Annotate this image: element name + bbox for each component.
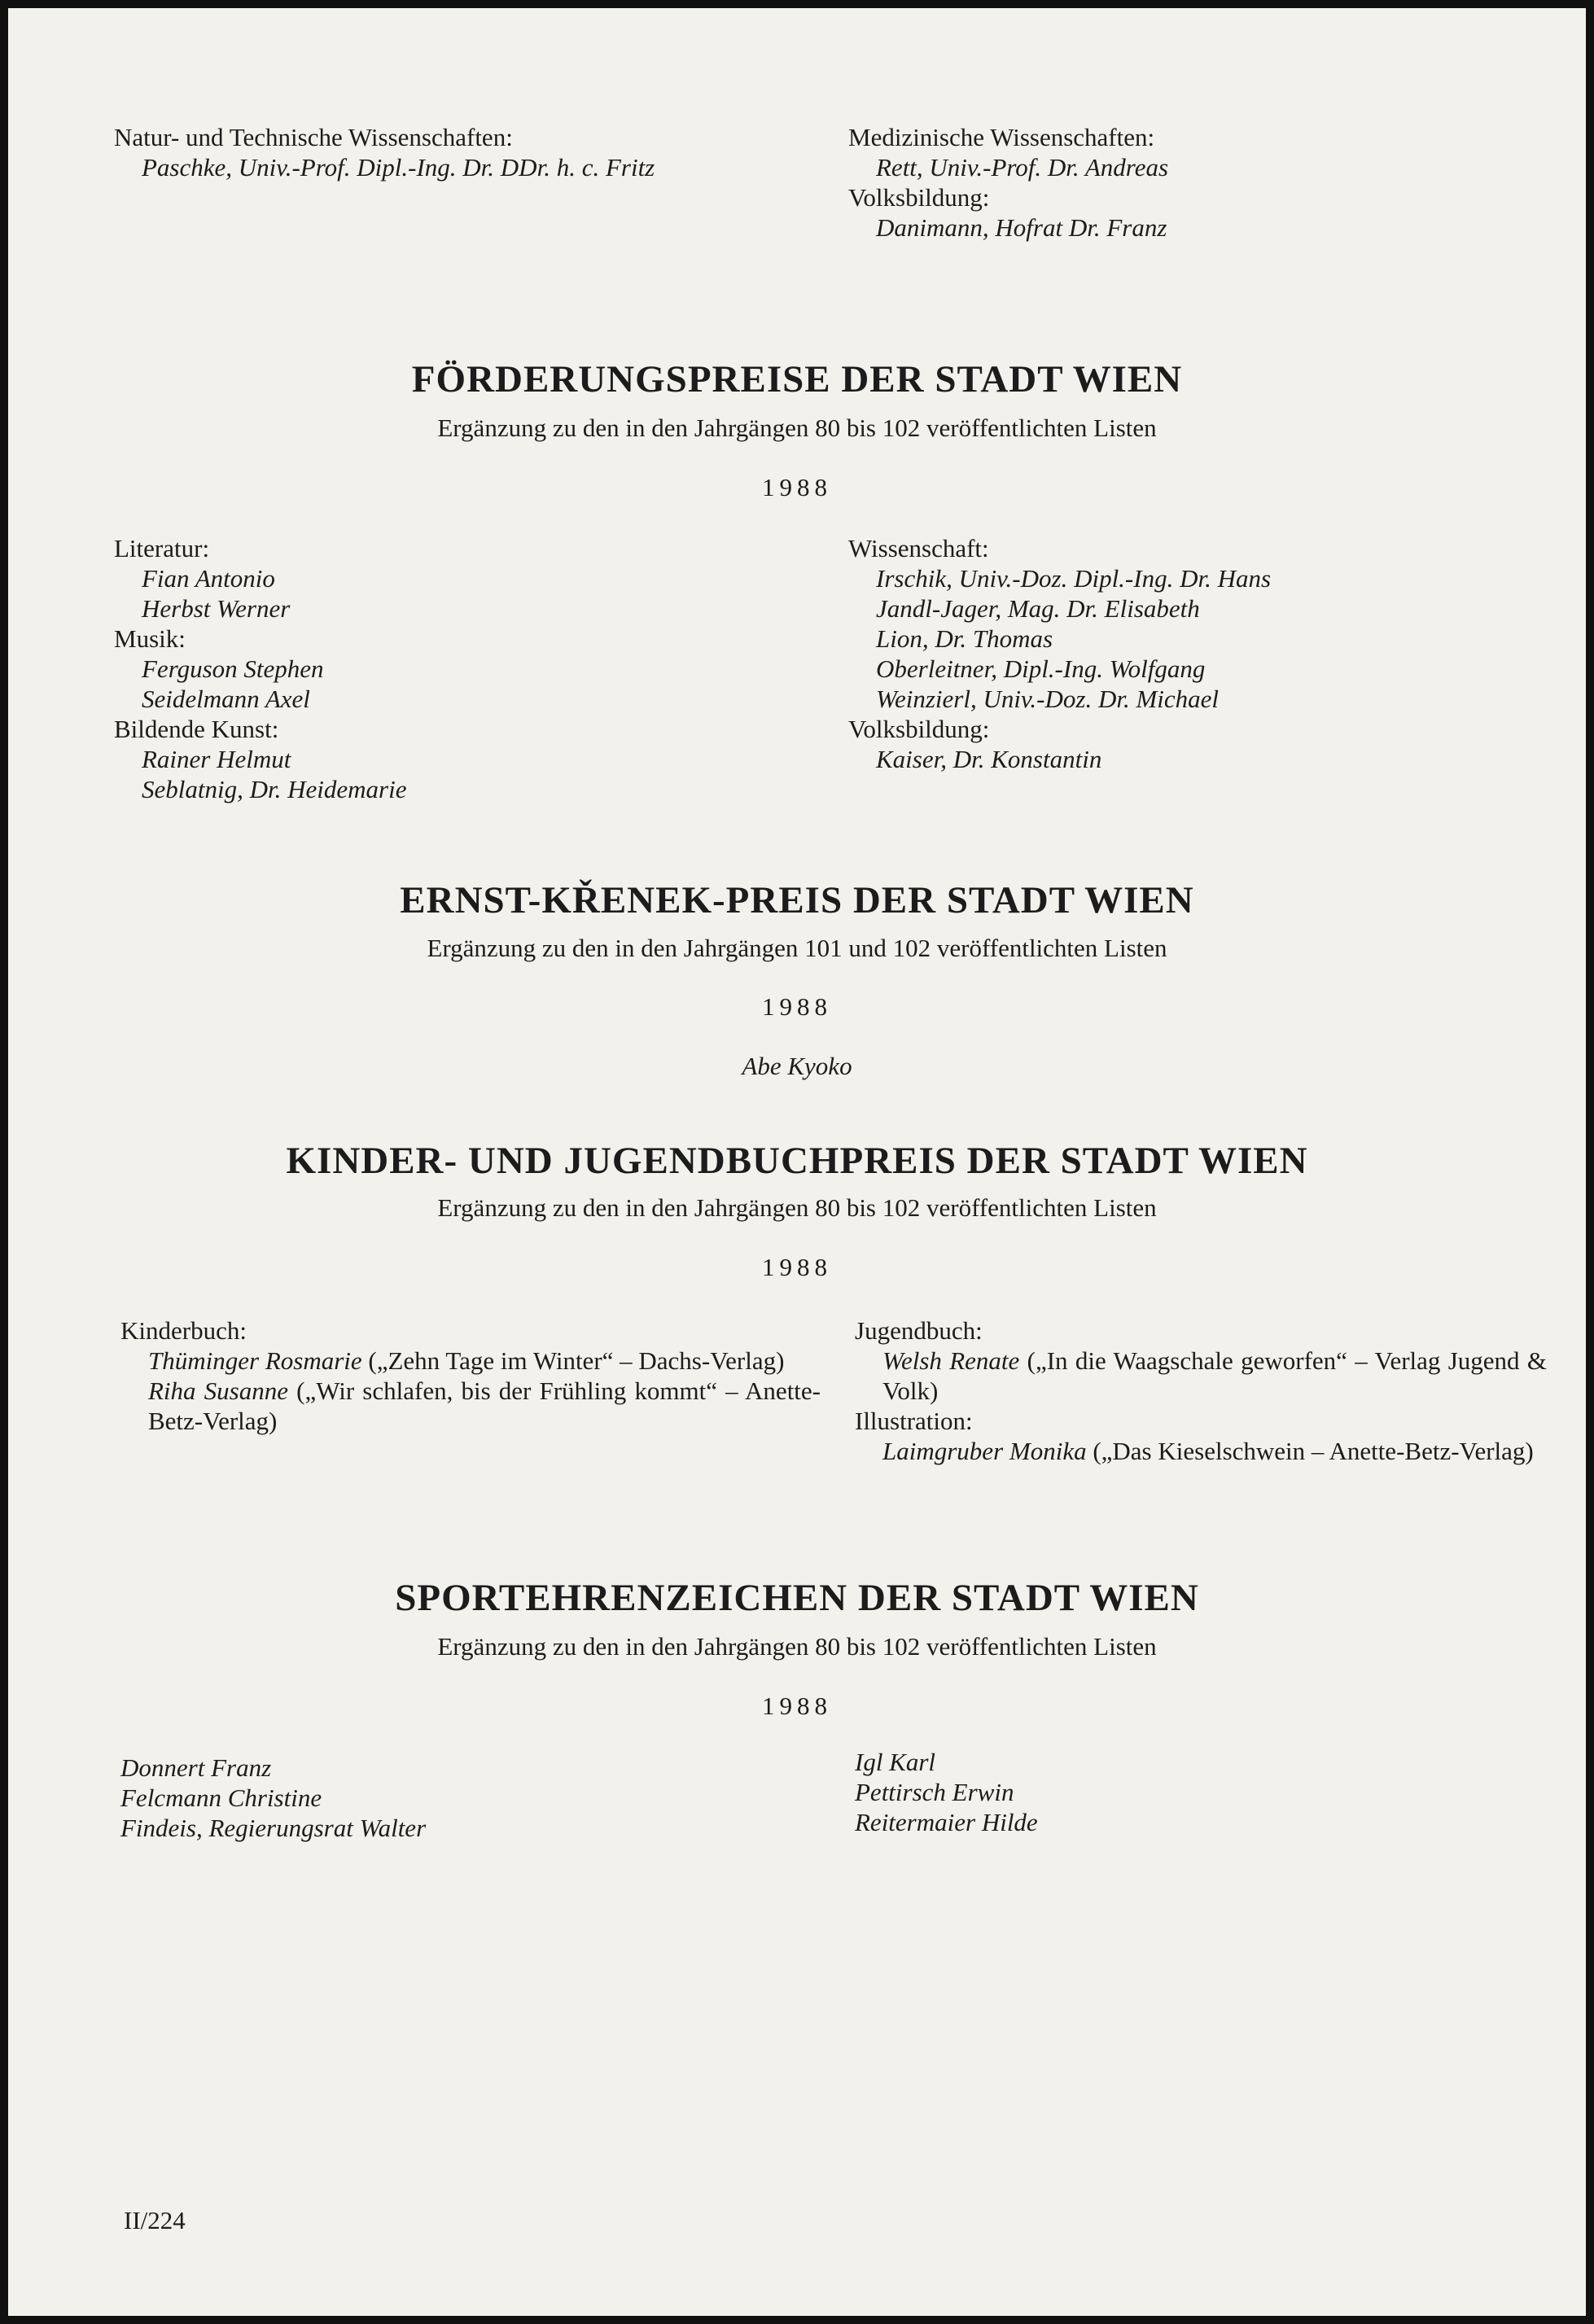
sport-right-column bbox=[855, 1747, 1522, 1837]
kinderbuch-column bbox=[120, 1315, 821, 1436]
sport-left-column bbox=[120, 1753, 788, 1843]
section-subtitle: Ergänzung zu den in den Jahrgängen 101 und 102 veröffentlichten Listen bbox=[427, 934, 1167, 962]
category-label: Jugendbuch: bbox=[855, 1316, 983, 1345]
natur-technik-block bbox=[114, 122, 782, 182]
category-label: Volksbildung: bbox=[848, 183, 990, 212]
awardee-name: Jandl-Jager, Mag. Dr. Elisabeth bbox=[876, 594, 1200, 623]
category-label: Literatur: bbox=[114, 534, 210, 562]
category-label: Kinderbuch: bbox=[120, 1316, 247, 1345]
awardee-name: Fian Antonio bbox=[142, 564, 275, 593]
category-label: Wissenschaft: bbox=[848, 534, 989, 562]
awardee-name: Donnert Franz bbox=[120, 1753, 272, 1782]
awardee-name: Ferguson Stephen bbox=[142, 654, 324, 683]
awardee-name: Rainer Helmut bbox=[142, 745, 291, 773]
section-title-jugendbuchpreis: KINDER- UND JUGENDBUCHPREIS DER STADT WIEN bbox=[286, 1140, 1308, 1182]
category-label: Musik: bbox=[114, 624, 186, 653]
awardee-name: Paschke, Univ.-Prof. Dipl.-Ing. Dr. DDr. h. c. Fritz bbox=[142, 153, 655, 182]
section-title-foerderungspreise: FÖRDERUNGSPREISE DER STADT WIEN bbox=[411, 358, 1183, 400]
work-title: („Das Kieselschwein – Anette-Betz-Verlag) bbox=[1086, 1437, 1534, 1465]
awardee-name: Kaiser, Dr. Konstantin bbox=[876, 745, 1102, 773]
work-title: („Zehn Tage im Winter“ – Dachs-Verlag) bbox=[361, 1346, 785, 1375]
category-label: Illustration: bbox=[855, 1407, 973, 1435]
awardee-name: Lion, Dr. Thomas bbox=[876, 624, 1053, 653]
section-title-sportehrenzeichen: SPORTEHRENZEICHEN DER STADT WIEN bbox=[395, 1577, 1199, 1619]
awardee-name: Danimann, Hofrat Dr. Franz bbox=[876, 213, 1167, 242]
awardee-name: Abe Kyoko bbox=[742, 1052, 852, 1080]
awardee-name: Pettirsch Erwin bbox=[855, 1778, 1014, 1806]
awardee-name: Welsh Renate bbox=[882, 1346, 1020, 1375]
awardee-name: Igl Karl bbox=[855, 1748, 936, 1776]
medizin-volksbildung-block bbox=[848, 122, 1548, 243]
awardee-name: Weinzierl, Univ.-Doz. Dr. Michael bbox=[876, 685, 1220, 713]
jugendbuch-column bbox=[855, 1315, 1547, 1466]
awardee-name: Felcmann Christine bbox=[120, 1783, 322, 1812]
category-label: Medizinische Wissenschaften: bbox=[848, 123, 1155, 151]
section-year: 1988 bbox=[762, 1253, 832, 1281]
category-label: Natur- und Technische Wissenschaften: bbox=[114, 123, 513, 151]
document-page bbox=[8, 8, 1586, 2316]
award-entry bbox=[855, 1436, 1547, 1466]
foerderung-right-column bbox=[848, 533, 1548, 774]
section-year: 1988 bbox=[762, 992, 832, 1021]
awardee-name: Laimgruber Monika bbox=[882, 1437, 1087, 1465]
category-label: Bildende Kunst: bbox=[114, 715, 279, 743]
awardee-name: Herbst Werner bbox=[142, 594, 291, 623]
section-subtitle: Ergänzung zu den in den Jahrgängen 80 bis 102 veröffentlichten Listen bbox=[437, 414, 1157, 442]
awardee-name: Thüminger Rosmarie bbox=[148, 1346, 362, 1375]
section-year: 1988 bbox=[762, 1692, 832, 1720]
section-title-krenek-preis: ERNST-KŘENEK-PREIS DER STADT WIEN bbox=[400, 879, 1194, 921]
award-entry bbox=[855, 1346, 1547, 1406]
foerderung-left-column bbox=[114, 533, 782, 804]
awardee-name: Seidelmann Axel bbox=[142, 685, 310, 713]
awardee-name: Findeis, Regierungsrat Walter bbox=[120, 1814, 427, 1842]
awardee-name: Irschik, Univ.-Doz. Dipl.-Ing. Dr. Hans bbox=[876, 564, 1272, 593]
award-entry bbox=[120, 1376, 821, 1436]
page-number: II/224 bbox=[124, 2206, 186, 2234]
work-title: („Wir schlafen, bis der Frühling kommt“ – Anette-Betz-Verlag) bbox=[148, 1376, 821, 1435]
section-year: 1988 bbox=[762, 473, 832, 501]
awardee-name: Riha Susanne bbox=[148, 1376, 289, 1405]
section-subtitle: Ergänzung zu den in den Jahrgängen 80 bis 102 veröffentlichten Listen bbox=[437, 1632, 1157, 1661]
section-subtitle: Ergänzung zu den in den Jahrgängen 80 bis 102 veröffentlichten Listen bbox=[437, 1193, 1157, 1222]
awardee-name: Rett, Univ.-Prof. Dr. Andreas bbox=[876, 153, 1169, 182]
category-label: Volksbildung: bbox=[848, 715, 990, 743]
awardee-name: Reitermaier Hilde bbox=[855, 1808, 1038, 1836]
award-entry bbox=[120, 1346, 821, 1376]
awardee-name: Seblatnig, Dr. Heidemarie bbox=[142, 775, 407, 803]
work-title: („In die Waagschale geworfen“ – Verlag Jugend & Volk) bbox=[882, 1346, 1547, 1405]
awardee-name: Oberleitner, Dipl.-Ing. Wolfgang bbox=[876, 654, 1206, 683]
